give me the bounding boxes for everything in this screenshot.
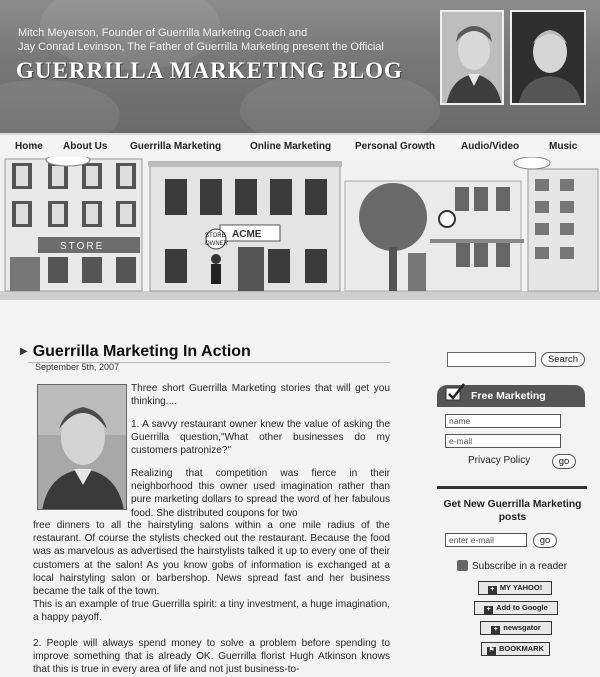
email-field[interactable]: e-mail [445, 434, 561, 448]
street-illustration [0, 157, 600, 300]
founder-photo-mitch [440, 10, 504, 105]
nav-personal-growth[interactable]: Personal Growth [355, 141, 436, 152]
subscribe-go-button[interactable]: go [533, 533, 557, 548]
search-input[interactable] [447, 352, 536, 367]
site-header [0, 0, 600, 135]
post-paragraph-4: This is an example of true Guerrilla spirit: a tiny investment, a huge imagination, a happy payoff. [33, 599, 390, 624]
middle-building [148, 161, 342, 291]
blog-post [0, 300, 420, 677]
checkmark-icon [444, 382, 466, 404]
sidebar [430, 300, 600, 677]
subscribe-heading: Get New Guerrilla Marketing posts [443, 499, 582, 523]
intro-line-1: Mitch Meyerson, Founder of Guerrilla Marketing Coach and [18, 27, 308, 39]
post-paragraph-3b: free dinners to all the hairstyling salons within a one mile radius of the restaurant. Of course the stylists checked out the restaurant. Because the food was as marvelous as advertised the hairstylists talked it up to every one of their customers at the salon! As you know gobs of information is exchanged at a local hairstyling salon or barbershop. News spread fast and her business became the talk of the town. [33, 520, 390, 598]
free-marketing-tab [437, 385, 585, 407]
rss-label: Subscribe in a reader [472, 561, 568, 572]
portrait-icon [512, 12, 586, 105]
bookmark-label: BOOKMARK [499, 644, 544, 653]
store-owner-figure [211, 254, 221, 264]
newsgator-label: newsgator [503, 623, 541, 632]
nav-home[interactable]: Home [15, 141, 43, 152]
bookmark-icon: ⚑ [488, 647, 495, 654]
newsgator-button[interactable] [480, 621, 552, 635]
header-texture [0, 80, 120, 135]
arrow-right-icon: ▶ [20, 346, 28, 357]
free-marketing-title: Free Marketing [471, 390, 546, 402]
nav-guerrilla-marketing[interactable]: Guerrilla Marketing [130, 141, 222, 152]
plus-icon: + [491, 626, 500, 634]
post-paragraph-3a: Realizing that competition was fierce in their neighborhood this owner used imagination rather than pure marketing dollars to spread the word of her fabulous food. She distributed coupons for two [131, 468, 390, 519]
rss-icon [457, 560, 468, 571]
bookmark-button[interactable] [481, 642, 550, 656]
owner-sign-text-1: STORE [205, 233, 226, 239]
plus-icon: + [484, 606, 493, 614]
acme-sign-text: ACME [232, 229, 262, 240]
my-yahoo-button[interactable] [478, 581, 552, 595]
my-yahoo-label: MY YAHOO! [499, 583, 543, 592]
portrait-icon [442, 12, 504, 105]
intro-line-2: Jay Conrad Levinson, The Father of Guerrilla Marketing present the Official [18, 41, 384, 53]
post-title-wrap [20, 343, 251, 361]
nav-music[interactable]: Music [549, 141, 578, 152]
add-to-google-label: Add to Google [496, 603, 548, 612]
portrait-icon [38, 385, 127, 510]
name-field[interactable]: name [445, 414, 561, 428]
store-sign-text: STORE [60, 241, 105, 252]
main-nav [0, 137, 600, 157]
signup-go-button[interactable]: go [552, 454, 576, 469]
post-title[interactable]: Guerrilla Marketing In Action [32, 343, 251, 360]
add-to-google-button[interactable] [474, 601, 558, 615]
blog-title[interactable]: GUERRILLA MARKETING BLOG [16, 58, 403, 83]
rss-subscribe-link[interactable] [457, 560, 567, 572]
search-button[interactable]: Search [541, 352, 585, 367]
header-intro [18, 26, 438, 54]
privacy-policy-link[interactable]: Privacy Policy [468, 455, 531, 466]
post-paragraph-1: Three short Guerrilla Marketing stories that will get you thinking.... [131, 383, 390, 408]
post-date: September 5th, 2007 [35, 362, 120, 372]
owner-sign-text-2: OWNER [205, 241, 228, 247]
sidebar-divider [437, 486, 587, 489]
left-building [5, 159, 142, 291]
post-paragraph-2: 1. A savvy restaurant owner knew the value of asking the Guerrilla question,"What other businesses do my customers patronize?" [131, 419, 390, 457]
plus-icon: + [488, 586, 497, 594]
subscribe-email-field[interactable]: enter e-mail [445, 533, 527, 547]
post-paragraph-5: 2. People will always spend money to solve a problem before spending to improve something that is already OK. Guerrilla florist Hugh Atkinson knows that this is true in every area of life and not just business-to- [33, 638, 390, 676]
tree-icon [359, 183, 427, 251]
founder-photo-jay [510, 10, 586, 105]
nav-about-us[interactable]: About Us [63, 141, 108, 152]
nav-online-marketing[interactable]: Online Marketing [250, 141, 332, 152]
nav-audio-video[interactable]: Audio/Video [461, 141, 520, 152]
author-photo [37, 384, 127, 510]
